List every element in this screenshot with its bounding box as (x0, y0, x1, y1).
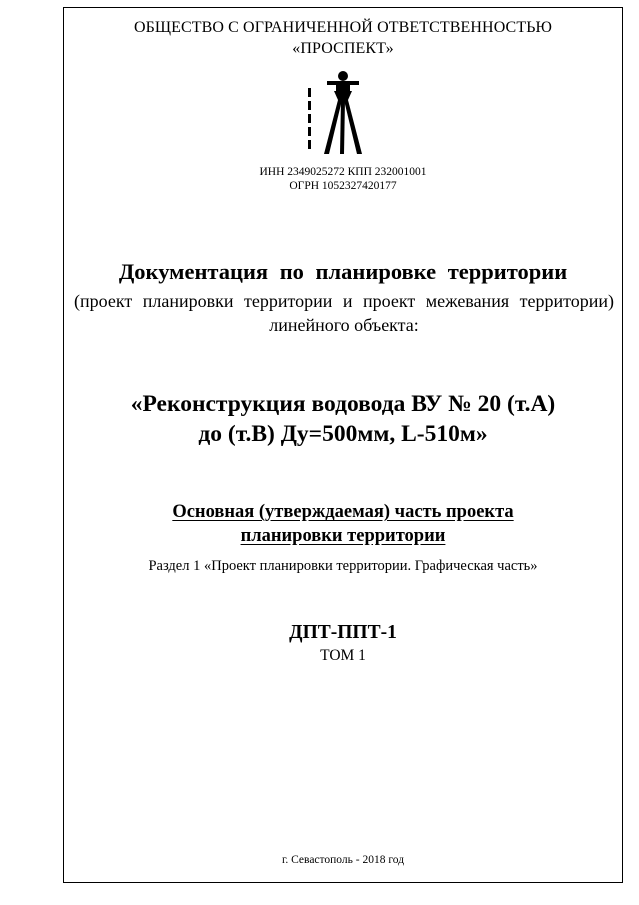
part-title (63, 500, 623, 548)
organization-name-line1: ОБЩЕСТВО С ОГРАНИЧЕННОЙ ОТВЕТСТВЕННОСТЬЮ (133, 19, 553, 36)
organization-name (63, 17, 623, 59)
project-name-line2: до (т.В) Ду=500мм, L-510м» (198, 421, 488, 447)
part-title-line1: Основная (утверждаемая) часть проекта (172, 502, 514, 522)
document-title: Документация по планировке территории (118, 259, 568, 284)
volume-number: ТОМ 1 (320, 647, 366, 664)
theodolite-tripod-icon (303, 70, 373, 156)
document-subtitle: (проект планировки территории и проект межевания территории) линейного объекта: (74, 291, 614, 335)
project-name-line1: «Реконструкция водовода ВУ № 20 (т.А) (130, 391, 556, 417)
place-and-year: г. Севастополь - 2018 год (281, 854, 405, 866)
inn-kpp: ИНН 2349025272 КПП 232001001 (259, 166, 427, 178)
document-code: ДПТ-ППТ-1 (289, 622, 397, 643)
section-title: Раздел 1 «Проект планировки территории. Графическая часть» (148, 558, 538, 574)
project-name (63, 389, 623, 449)
company-identifiers (63, 165, 623, 193)
ogrn: ОГРН 1052327420177 (289, 180, 397, 192)
part-title-line2: планировки территории (240, 526, 446, 546)
organization-name-line2: «ПРОСПЕКТ» (292, 40, 394, 57)
